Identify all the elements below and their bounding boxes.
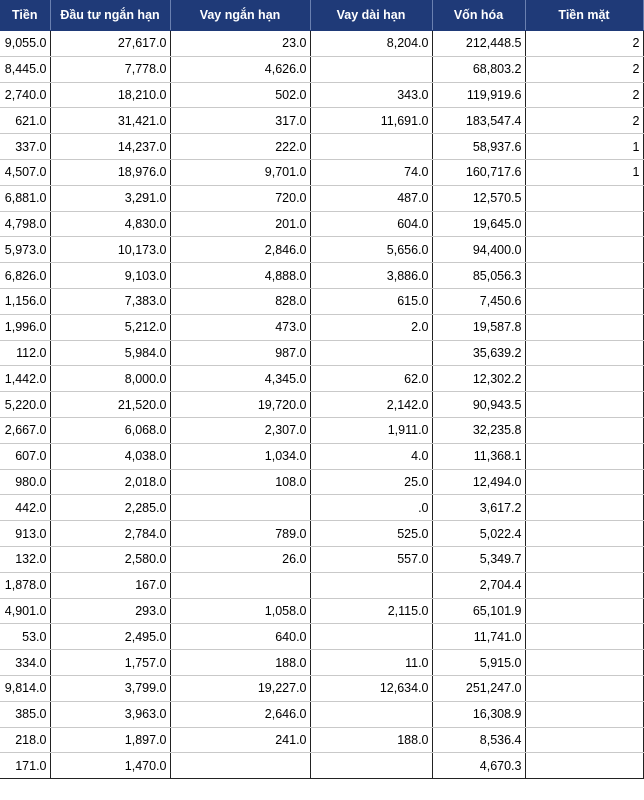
table-row <box>0 185 643 211</box>
cell-vay-dai-han[interactable]: 5,656.0 <box>310 237 432 263</box>
cell-vay-ngan-han[interactable] <box>170 753 310 779</box>
cell-vay-ngan-han[interactable] <box>170 495 310 521</box>
column-header-tien-mat[interactable]: Tiền mặt <box>525 0 643 31</box>
cell-von-hoa[interactable]: 183,547.4 <box>432 108 525 134</box>
table-row <box>0 650 643 676</box>
table-row <box>0 675 643 701</box>
cell-vay-ngan-han[interactable]: 4,345.0 <box>170 366 310 392</box>
cell-dau-tu-ngan-han[interactable]: 2,580.0 <box>50 546 170 572</box>
cell-tien[interactable]: 9,055.0 <box>0 31 50 57</box>
cell-vay-dai-han[interactable] <box>310 340 432 366</box>
cell-dau-tu-ngan-han[interactable]: 21,520.0 <box>50 392 170 418</box>
cell-tien[interactable]: 6,826.0 <box>0 263 50 289</box>
cell-tien-mat[interactable]: 2 <box>525 108 643 134</box>
cell-dau-tu-ngan-han[interactable]: 14,237.0 <box>50 134 170 160</box>
cell-von-hoa[interactable]: 12,570.5 <box>432 185 525 211</box>
cell-vay-dai-han[interactable]: 1,911.0 <box>310 417 432 443</box>
cell-tien[interactable]: 1,996.0 <box>0 314 50 340</box>
cell-vay-dai-han[interactable]: 604.0 <box>310 211 432 237</box>
cell-vay-ngan-han[interactable]: 4,626.0 <box>170 56 310 82</box>
cell-dau-tu-ngan-han[interactable]: 167.0 <box>50 572 170 598</box>
cell-vay-dai-han[interactable] <box>310 572 432 598</box>
cell-tien[interactable]: 4,507.0 <box>0 159 50 185</box>
cell-von-hoa[interactable]: 5,915.0 <box>432 650 525 676</box>
table-row <box>0 31 643 57</box>
cell-dau-tu-ngan-han[interactable]: 9,103.0 <box>50 263 170 289</box>
cell-vay-dai-han[interactable]: 2,142.0 <box>310 392 432 418</box>
cell-tien-mat[interactable] <box>525 392 643 418</box>
column-header-dau-tu-ngan-han[interactable]: Đầu tư ngắn hạn <box>50 0 170 31</box>
cell-vay-ngan-han[interactable]: 317.0 <box>170 108 310 134</box>
cell-tien[interactable]: 5,220.0 <box>0 392 50 418</box>
cell-vay-ngan-han[interactable]: 2,846.0 <box>170 237 310 263</box>
cell-tien[interactable]: 218.0 <box>0 727 50 753</box>
cell-tien[interactable]: 2,667.0 <box>0 417 50 443</box>
cell-tien-mat[interactable]: 2 <box>525 31 643 57</box>
cell-tien[interactable]: 4,901.0 <box>0 598 50 624</box>
cell-vay-ngan-han[interactable]: 828.0 <box>170 288 310 314</box>
cell-vay-dai-han[interactable] <box>310 56 432 82</box>
cell-tien-mat[interactable] <box>525 314 643 340</box>
cell-tien-mat[interactable] <box>525 598 643 624</box>
cell-tien-mat[interactable] <box>525 211 643 237</box>
cell-dau-tu-ngan-han[interactable]: 293.0 <box>50 598 170 624</box>
cell-vay-dai-han[interactable]: 4.0 <box>310 443 432 469</box>
cell-vay-dai-han[interactable]: 11.0 <box>310 650 432 676</box>
cell-vay-ngan-han[interactable]: 720.0 <box>170 185 310 211</box>
cell-dau-tu-ngan-han[interactable]: 18,976.0 <box>50 159 170 185</box>
cell-von-hoa[interactable]: 90,943.5 <box>432 392 525 418</box>
column-header-tien[interactable]: Tiền <box>0 0 50 31</box>
cell-dau-tu-ngan-han[interactable]: 1,470.0 <box>50 753 170 779</box>
header-row <box>0 0 643 31</box>
cell-vay-ngan-han[interactable]: 640.0 <box>170 624 310 650</box>
cell-tien-mat[interactable] <box>525 288 643 314</box>
cell-vay-ngan-han[interactable]: 19,227.0 <box>170 675 310 701</box>
cell-tien[interactable]: 132.0 <box>0 546 50 572</box>
cell-vay-ngan-han[interactable]: 1,034.0 <box>170 443 310 469</box>
cell-tien-mat[interactable]: 1 <box>525 159 643 185</box>
cell-von-hoa[interactable]: 68,803.2 <box>432 56 525 82</box>
table-header <box>0 0 643 31</box>
cell-vay-dai-han[interactable]: 525.0 <box>310 521 432 547</box>
cell-vay-dai-han[interactable]: 74.0 <box>310 159 432 185</box>
table-row <box>0 56 643 82</box>
cell-dau-tu-ngan-han[interactable]: 6,068.0 <box>50 417 170 443</box>
table-row <box>0 624 643 650</box>
cell-vay-dai-han[interactable]: 62.0 <box>310 366 432 392</box>
cell-dau-tu-ngan-han[interactable]: 10,173.0 <box>50 237 170 263</box>
cell-tien-mat[interactable] <box>525 753 643 779</box>
table-row <box>0 211 643 237</box>
cell-von-hoa[interactable]: 19,645.0 <box>432 211 525 237</box>
cell-vay-ngan-han[interactable]: 108.0 <box>170 469 310 495</box>
cell-dau-tu-ngan-han[interactable]: 2,784.0 <box>50 521 170 547</box>
cell-tien[interactable]: 6,881.0 <box>0 185 50 211</box>
cell-tien[interactable]: 53.0 <box>0 624 50 650</box>
cell-dau-tu-ngan-han[interactable]: 5,212.0 <box>50 314 170 340</box>
cell-vay-dai-han[interactable] <box>310 624 432 650</box>
cell-dau-tu-ngan-han[interactable]: 7,383.0 <box>50 288 170 314</box>
cell-tien[interactable]: 442.0 <box>0 495 50 521</box>
cell-tien-mat[interactable] <box>525 572 643 598</box>
cell-tien[interactable]: 607.0 <box>0 443 50 469</box>
cell-vay-ngan-han[interactable] <box>170 572 310 598</box>
table-row <box>0 727 643 753</box>
cell-vay-dai-han[interactable]: 343.0 <box>310 82 432 108</box>
cell-tien[interactable]: 1,442.0 <box>0 366 50 392</box>
cell-tien-mat[interactable] <box>525 340 643 366</box>
cell-tien-mat[interactable] <box>525 495 643 521</box>
cell-vay-dai-han[interactable]: 3,886.0 <box>310 263 432 289</box>
cell-vay-dai-han[interactable]: 11,691.0 <box>310 108 432 134</box>
cell-tien[interactable]: 913.0 <box>0 521 50 547</box>
cell-vay-ngan-han[interactable]: 473.0 <box>170 314 310 340</box>
table-row <box>0 546 643 572</box>
cell-tien[interactable]: 337.0 <box>0 134 50 160</box>
cell-tien[interactable]: 4,798.0 <box>0 211 50 237</box>
cell-vay-dai-han[interactable]: .0 <box>310 495 432 521</box>
table-row <box>0 495 643 521</box>
cell-dau-tu-ngan-han[interactable]: 1,757.0 <box>50 650 170 676</box>
cell-dau-tu-ngan-han[interactable]: 7,778.0 <box>50 56 170 82</box>
cell-von-hoa[interactable]: 85,056.3 <box>432 263 525 289</box>
cell-tien[interactable]: 9,814.0 <box>0 675 50 701</box>
cell-vay-dai-han[interactable] <box>310 753 432 779</box>
cell-dau-tu-ngan-han[interactable]: 4,038.0 <box>50 443 170 469</box>
cell-tien[interactable]: 8,445.0 <box>0 56 50 82</box>
column-header-von-hoa[interactable]: Vốn hóa <box>432 0 525 31</box>
cell-dau-tu-ngan-han[interactable]: 2,495.0 <box>50 624 170 650</box>
cell-vay-ngan-han[interactable]: 2,646.0 <box>170 701 310 727</box>
cell-tien-mat[interactable] <box>525 263 643 289</box>
cell-von-hoa[interactable]: 7,450.6 <box>432 288 525 314</box>
cell-vay-dai-han[interactable] <box>310 134 432 160</box>
cell-tien-mat[interactable] <box>525 521 643 547</box>
cell-von-hoa[interactable]: 35,639.2 <box>432 340 525 366</box>
cell-vay-dai-han[interactable]: 557.0 <box>310 546 432 572</box>
cell-tien-mat[interactable] <box>525 237 643 263</box>
cell-vay-ngan-han[interactable]: 19,720.0 <box>170 392 310 418</box>
cell-tien-mat[interactable] <box>525 727 643 753</box>
cell-tien[interactable]: 1,878.0 <box>0 572 50 598</box>
cell-vay-dai-han[interactable]: 12,634.0 <box>310 675 432 701</box>
cell-dau-tu-ngan-han[interactable]: 3,291.0 <box>50 185 170 211</box>
cell-vay-dai-han[interactable]: 188.0 <box>310 727 432 753</box>
cell-von-hoa[interactable]: 16,308.9 <box>432 701 525 727</box>
cell-tien-mat[interactable] <box>525 546 643 572</box>
cell-von-hoa[interactable]: 3,617.2 <box>432 495 525 521</box>
cell-tien-mat[interactable] <box>525 624 643 650</box>
cell-von-hoa[interactable]: 12,302.2 <box>432 366 525 392</box>
table-row <box>0 443 643 469</box>
cell-vay-ngan-han[interactable]: 2,307.0 <box>170 417 310 443</box>
table-row <box>0 469 643 495</box>
table-row <box>0 753 643 779</box>
cell-tien-mat[interactable] <box>525 469 643 495</box>
cell-von-hoa[interactable]: 65,101.9 <box>432 598 525 624</box>
cell-dau-tu-ngan-han[interactable]: 1,897.0 <box>50 727 170 753</box>
cell-tien[interactable]: 1,156.0 <box>0 288 50 314</box>
table-row <box>0 82 643 108</box>
cell-tien[interactable]: 2,740.0 <box>0 82 50 108</box>
cell-von-hoa[interactable]: 11,741.0 <box>432 624 525 650</box>
table-row <box>0 340 643 366</box>
cell-von-hoa[interactable]: 5,022.4 <box>432 521 525 547</box>
cell-vay-ngan-han[interactable]: 222.0 <box>170 134 310 160</box>
cell-tien[interactable]: 334.0 <box>0 650 50 676</box>
table-row <box>0 392 643 418</box>
cell-vay-ngan-han[interactable]: 241.0 <box>170 727 310 753</box>
cell-dau-tu-ngan-han[interactable]: 3,963.0 <box>50 701 170 727</box>
table-row <box>0 521 643 547</box>
cell-vay-ngan-han[interactable]: 23.0 <box>170 31 310 57</box>
cell-von-hoa[interactable]: 11,368.1 <box>432 443 525 469</box>
cell-dau-tu-ngan-han[interactable]: 31,421.0 <box>50 108 170 134</box>
cell-von-hoa[interactable]: 5,349.7 <box>432 546 525 572</box>
cell-dau-tu-ngan-han[interactable]: 2,018.0 <box>50 469 170 495</box>
cell-von-hoa[interactable]: 119,919.6 <box>432 82 525 108</box>
cell-von-hoa[interactable]: 4,670.3 <box>432 753 525 779</box>
cell-vay-ngan-han[interactable]: 188.0 <box>170 650 310 676</box>
cell-von-hoa[interactable]: 251,247.0 <box>432 675 525 701</box>
cell-von-hoa[interactable]: 94,400.0 <box>432 237 525 263</box>
table-row <box>0 572 643 598</box>
cell-vay-ngan-han[interactable]: 9,701.0 <box>170 159 310 185</box>
cell-vay-ngan-han[interactable]: 201.0 <box>170 211 310 237</box>
cell-vay-dai-han[interactable]: 25.0 <box>310 469 432 495</box>
cell-tien-mat[interactable] <box>525 417 643 443</box>
table-row <box>0 263 643 289</box>
table-row <box>0 159 643 185</box>
cell-tien[interactable]: 621.0 <box>0 108 50 134</box>
cell-von-hoa[interactable]: 2,704.4 <box>432 572 525 598</box>
cell-tien-mat[interactable] <box>525 185 643 211</box>
table-row <box>0 417 643 443</box>
cell-vay-dai-han[interactable] <box>310 701 432 727</box>
cell-dau-tu-ngan-han[interactable]: 5,984.0 <box>50 340 170 366</box>
table-row <box>0 288 643 314</box>
cell-tien[interactable]: 5,973.0 <box>0 237 50 263</box>
cell-dau-tu-ngan-han[interactable]: 8,000.0 <box>50 366 170 392</box>
table-row <box>0 701 643 727</box>
cell-von-hoa[interactable]: 58,937.6 <box>432 134 525 160</box>
cell-tien-mat[interactable]: 2 <box>525 56 643 82</box>
cell-dau-tu-ngan-han[interactable]: 4,830.0 <box>50 211 170 237</box>
cell-tien-mat[interactable]: 1 <box>525 134 643 160</box>
cell-tien-mat[interactable] <box>525 701 643 727</box>
table-body <box>0 31 643 779</box>
cell-von-hoa[interactable]: 212,448.5 <box>432 31 525 57</box>
cell-von-hoa[interactable]: 32,235.8 <box>432 417 525 443</box>
column-header-vay-ngan-han[interactable]: Vay ngắn hạn <box>170 0 310 31</box>
cell-von-hoa[interactable]: 8,536.4 <box>432 727 525 753</box>
cell-tien[interactable]: 980.0 <box>0 469 50 495</box>
cell-vay-ngan-han[interactable]: 789.0 <box>170 521 310 547</box>
cell-vay-dai-han[interactable]: 2,115.0 <box>310 598 432 624</box>
cell-tien-mat[interactable]: 2 <box>525 82 643 108</box>
cell-vay-dai-han[interactable]: 487.0 <box>310 185 432 211</box>
cell-tien-mat[interactable] <box>525 675 643 701</box>
cell-vay-ngan-han[interactable]: 26.0 <box>170 546 310 572</box>
table-row <box>0 134 643 160</box>
cell-vay-ngan-han[interactable]: 987.0 <box>170 340 310 366</box>
cell-von-hoa[interactable]: 19,587.8 <box>432 314 525 340</box>
table-row <box>0 598 643 624</box>
cell-tien[interactable]: 171.0 <box>0 753 50 779</box>
cell-tien-mat[interactable] <box>525 443 643 469</box>
table-row <box>0 108 643 134</box>
column-header-vay-dai-han[interactable]: Vay dài hạn <box>310 0 432 31</box>
cell-vay-ngan-han[interactable]: 502.0 <box>170 82 310 108</box>
cell-tien[interactable]: 112.0 <box>0 340 50 366</box>
cell-vay-ngan-han[interactable]: 1,058.0 <box>170 598 310 624</box>
cell-dau-tu-ngan-han[interactable]: 2,285.0 <box>50 495 170 521</box>
cell-vay-dai-han[interactable]: 2.0 <box>310 314 432 340</box>
cell-dau-tu-ngan-han[interactable]: 3,799.0 <box>50 675 170 701</box>
table-row <box>0 237 643 263</box>
cell-vay-ngan-han[interactable]: 4,888.0 <box>170 263 310 289</box>
cell-vay-dai-han[interactable]: 615.0 <box>310 288 432 314</box>
cell-dau-tu-ngan-han[interactable]: 27,617.0 <box>50 31 170 57</box>
cell-von-hoa[interactable]: 12,494.0 <box>432 469 525 495</box>
cell-tien-mat[interactable] <box>525 366 643 392</box>
table-row <box>0 366 643 392</box>
cell-von-hoa[interactable]: 160,717.6 <box>432 159 525 185</box>
cell-vay-dai-han[interactable]: 8,204.0 <box>310 31 432 57</box>
cell-tien-mat[interactable] <box>525 650 643 676</box>
cell-tien[interactable]: 385.0 <box>0 701 50 727</box>
table-row <box>0 314 643 340</box>
cell-dau-tu-ngan-han[interactable]: 18,210.0 <box>50 82 170 108</box>
